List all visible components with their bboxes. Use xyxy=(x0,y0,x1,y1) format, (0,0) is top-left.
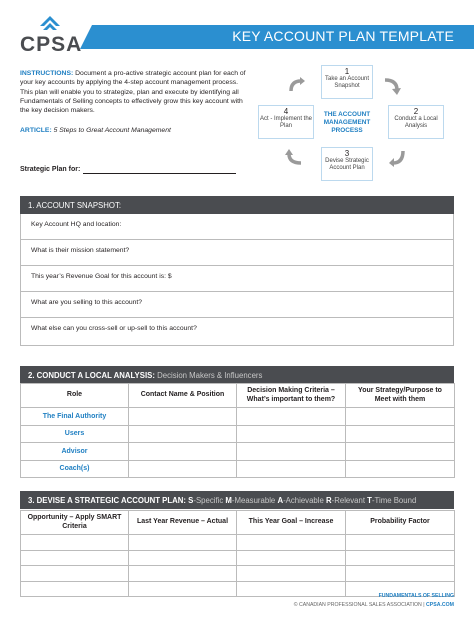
smart-letter: R xyxy=(325,496,332,505)
table-cell[interactable] xyxy=(129,550,237,566)
table-cell[interactable] xyxy=(129,566,237,582)
table-cell[interactable] xyxy=(346,535,455,551)
cycle-arrow-icon xyxy=(389,149,407,167)
table-cell[interactable] xyxy=(21,550,129,566)
step-number: 2 xyxy=(413,107,419,116)
table-cell[interactable] xyxy=(129,460,237,478)
table-cell[interactable] xyxy=(237,535,346,551)
section-2-title: 2. CONDUCT A LOCAL ANALYSIS: xyxy=(28,371,155,380)
step-label: Devise Strategic Account Plan xyxy=(325,158,369,171)
table-row xyxy=(21,425,455,443)
table-cell[interactable] xyxy=(346,408,455,426)
footer-program: FUNDAMENTALS OF SELLING xyxy=(378,593,454,599)
strategic-plan-label: Strategic Plan for: xyxy=(20,166,81,173)
instructions-body: Document a pro-active strategic account plan for each of your key accounts by applying the 4-step account management process. This plan will enable you to strategize, plan and execute by identifying all Fundamentals of Selling concepts to effectively grow this key account with the key decision makers. xyxy=(20,70,246,115)
table-cell[interactable] xyxy=(21,566,129,582)
column-header: Opportunity – Apply SMART Criteria xyxy=(21,511,129,535)
table-row xyxy=(21,443,455,461)
table-cell[interactable] xyxy=(346,425,455,443)
strategic-plan-field[interactable] xyxy=(83,173,236,174)
local-analysis-table xyxy=(20,383,455,478)
footer-site-link[interactable]: CPSA.COM xyxy=(426,602,454,608)
column-header: Decision Making Criteria – What’s important to them? xyxy=(237,384,346,408)
table-header-row xyxy=(21,384,455,408)
footer-copyright xyxy=(294,602,454,608)
smart-word: -Achievable xyxy=(283,496,326,505)
table-row xyxy=(21,460,455,478)
section-2-header xyxy=(20,366,454,384)
table-cell[interactable] xyxy=(237,581,346,597)
table-row xyxy=(21,535,455,551)
role-cell: Coach(s) xyxy=(21,460,129,478)
strategic-plan-table xyxy=(20,510,455,597)
snapshot-field-label: Key Account HQ and location: xyxy=(31,221,122,228)
article-link[interactable]: 5 Steps to Great Account Management xyxy=(51,127,171,134)
table-cell[interactable] xyxy=(346,566,455,582)
section-2-subtitle: Decision Makers & Influencers xyxy=(154,371,263,380)
article-label: ARTICLE: xyxy=(20,127,52,134)
cycle-arrow-icon xyxy=(383,77,401,95)
table-cell[interactable] xyxy=(129,535,237,551)
table-header-row xyxy=(21,511,455,535)
table-row xyxy=(21,408,455,426)
step-label: Take an Account Snapshot xyxy=(324,76,370,89)
column-header: Last Year Revenue – Actual xyxy=(129,511,237,535)
smart-letter: A xyxy=(277,496,284,505)
column-header: This Year Goal – Increase xyxy=(237,511,346,535)
column-header: Your Strategy/Purpose to Meet with them xyxy=(346,384,455,408)
table-cell[interactable] xyxy=(346,550,455,566)
table-cell[interactable] xyxy=(129,425,237,443)
table-cell[interactable] xyxy=(237,443,346,461)
snapshot-field[interactable] xyxy=(21,240,453,266)
smart-word: -Specific xyxy=(193,496,226,505)
footer-copyright-text: © CANADIAN PROFESSIONAL SALES ASSOCIATION | xyxy=(293,602,427,608)
snapshot-field-label: What are you selling to this account? xyxy=(31,299,143,306)
snapshot-field[interactable] xyxy=(21,214,453,240)
table-cell[interactable] xyxy=(237,460,346,478)
column-header: Contact Name & Position xyxy=(129,384,237,408)
table-cell[interactable] xyxy=(346,443,455,461)
account-management-cycle xyxy=(255,65,455,185)
cycle-step-2 xyxy=(388,105,444,139)
step-number: 4 xyxy=(283,107,289,116)
article-line xyxy=(20,127,171,134)
snapshot-field-label: This year’s Revenue Goal for this account is: $ xyxy=(31,273,172,280)
table-cell[interactable] xyxy=(237,408,346,426)
step-number: 1 xyxy=(344,67,350,76)
role-cell: The Final Authority xyxy=(21,408,129,426)
table-cell[interactable] xyxy=(237,566,346,582)
cycle-step-1 xyxy=(321,65,373,99)
cpsa-logo xyxy=(20,16,83,60)
instructions-text xyxy=(20,69,250,115)
section-1-header xyxy=(20,196,454,214)
step-number: 3 xyxy=(344,149,350,158)
cycle-step-3 xyxy=(321,147,373,181)
section-3-header xyxy=(20,491,454,509)
table-cell[interactable] xyxy=(346,460,455,478)
instructions-label: INSTRUCTIONS: xyxy=(20,70,74,77)
role-cell: Advisor xyxy=(21,443,129,461)
table-row xyxy=(21,566,455,582)
cycle-arrow-icon xyxy=(285,149,303,167)
column-header: Probability Factor xyxy=(346,511,455,535)
section-1-title: 1. ACCOUNT SNAPSHOT: xyxy=(28,201,122,210)
snapshot-field[interactable] xyxy=(21,318,453,346)
table-cell[interactable] xyxy=(237,550,346,566)
cycle-step-4 xyxy=(258,105,314,139)
table-row xyxy=(21,550,455,566)
smart-letter: M xyxy=(225,496,232,505)
smart-letter: T xyxy=(367,496,372,505)
snapshot-field[interactable] xyxy=(21,292,453,318)
cycle-center-title: THE ACCOUNT MANAGEMENT PROCESS xyxy=(323,111,371,134)
logo-text: CPSA xyxy=(20,33,83,56)
snapshot-field-label: What else can you cross-sell or up-sell to this account? xyxy=(31,325,197,332)
table-cell[interactable] xyxy=(21,535,129,551)
table-cell[interactable] xyxy=(129,443,237,461)
table-cell[interactable] xyxy=(237,425,346,443)
role-cell: Users xyxy=(21,425,129,443)
smart-word: -Time Bound xyxy=(371,496,417,505)
smart-word: -Measurable xyxy=(231,496,278,505)
logo-chevron-icon xyxy=(40,16,60,34)
smart-letter: S xyxy=(188,496,194,505)
table-cell[interactable] xyxy=(129,581,237,597)
section-3-title: 3. DEVISE A STRATEGIC ACCOUNT PLAN: xyxy=(28,496,189,505)
step-label: Conduct a Local Analysis xyxy=(394,116,438,129)
account-snapshot-form xyxy=(20,214,454,346)
snapshot-field[interactable] xyxy=(21,266,453,292)
table-cell[interactable] xyxy=(21,581,129,597)
page-title: KEY ACCOUNT PLAN TEMPLATE xyxy=(232,28,454,44)
table-cell[interactable] xyxy=(129,408,237,426)
cycle-arrow-icon xyxy=(287,77,305,95)
step-label: Act - Implement the Plan xyxy=(259,116,313,129)
snapshot-field-label: What is their mission statement? xyxy=(31,247,130,254)
smart-word: -Relevant xyxy=(331,496,368,505)
column-header: Role xyxy=(21,384,129,408)
